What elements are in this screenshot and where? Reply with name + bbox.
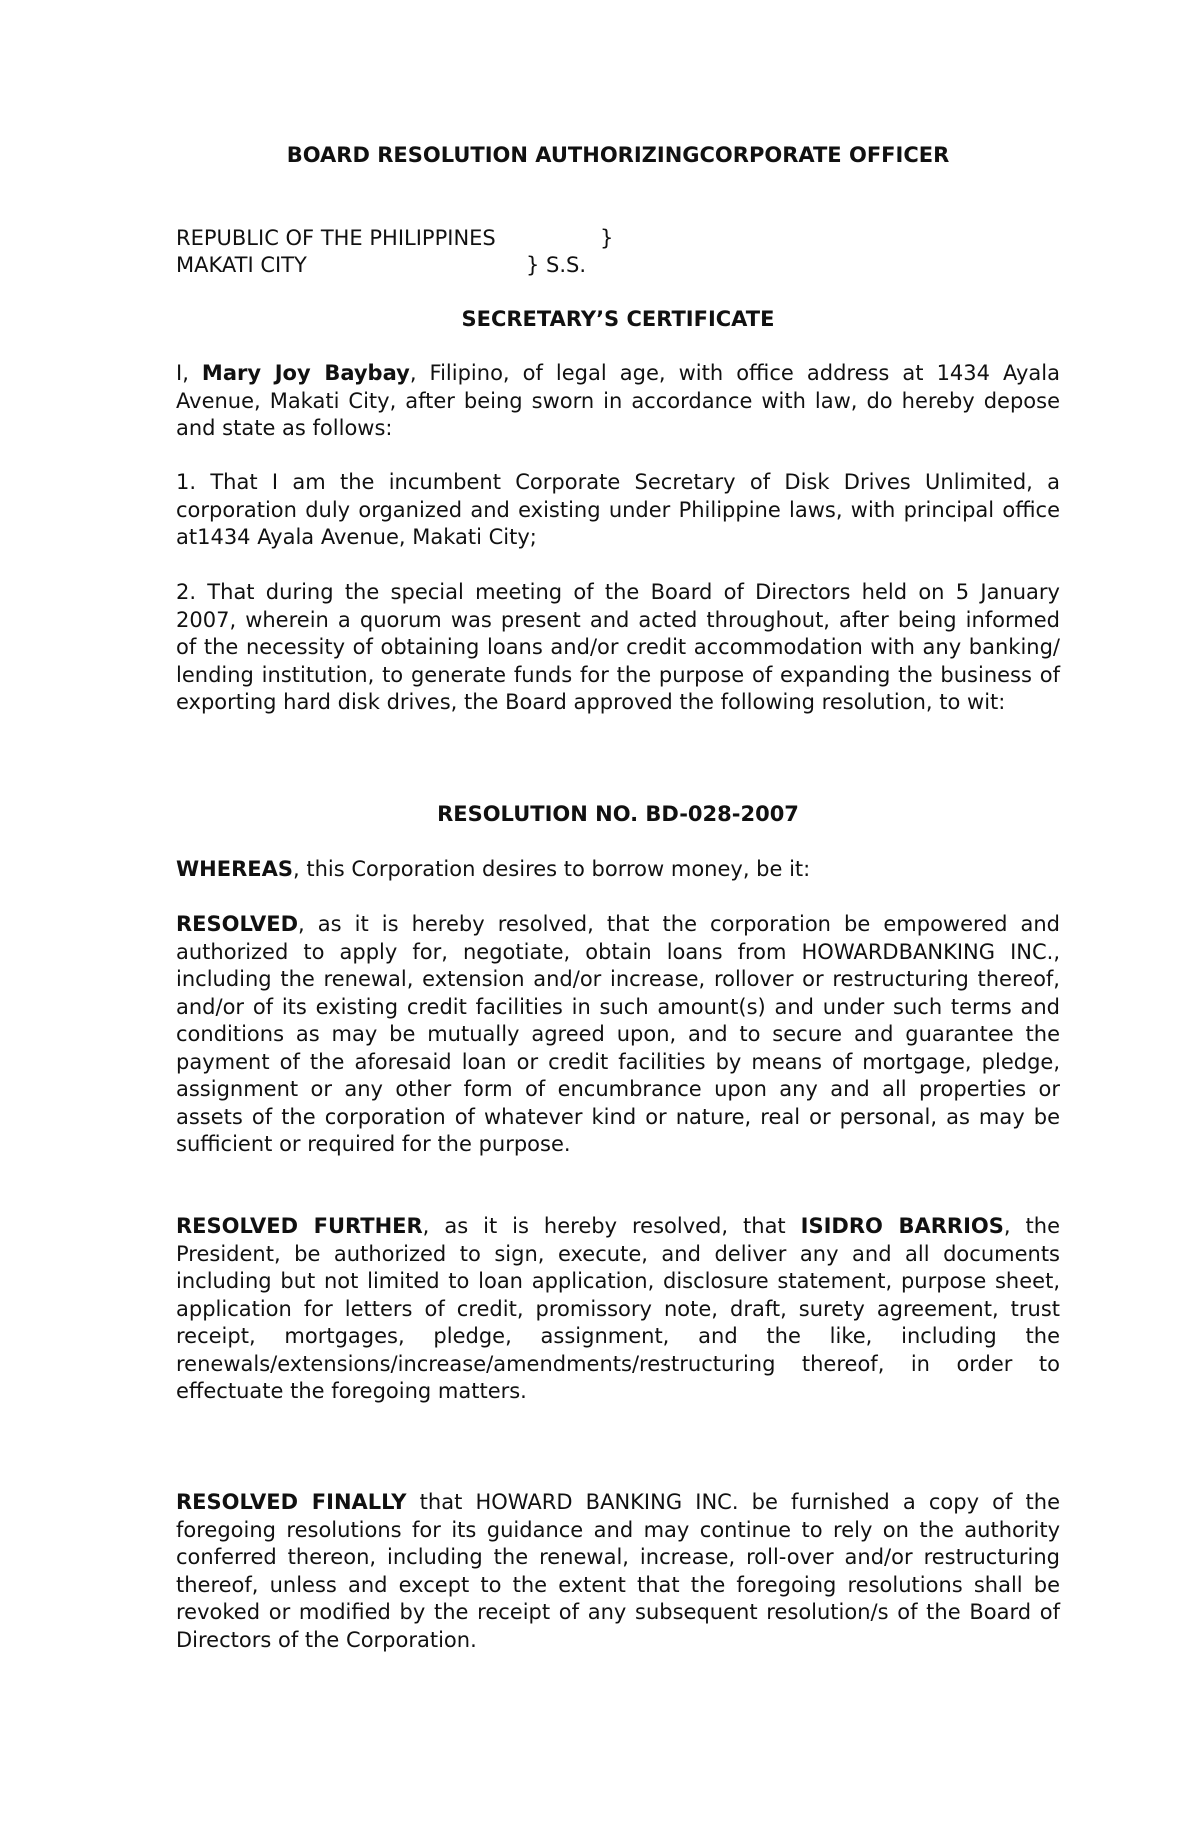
venue-line-city xyxy=(176,252,676,279)
resolved-clause xyxy=(176,911,1060,1159)
document-page xyxy=(176,0,1060,1835)
intro-text: , Filipino, of legal age, with office address at 1434 Ayala Avenue, Makati City, after being sworn in accordance with law, do hereby depose and state as follows: xyxy=(176,361,1061,440)
affiant-intro-paragraph xyxy=(176,360,1060,443)
officer-name: ISIDRO BARRIOS xyxy=(800,1214,1004,1238)
resolved-further-clause xyxy=(176,1213,1060,1406)
whereas-text: , this Corporation desires to borrow money, be it: xyxy=(292,857,811,881)
resolved-further-text-2: , the President, be authorized to sign, execute, and deliver any and all documents including but not limited to loan application, disclosure statement, purpose sheet, application for letters of credit, promissory note, draft, surety agreement, trust receipt, mortgages, pledge, assignment, and the like, including the renewals/extensions/increase/amendments/restructuring thereof, in order to effectuate the foregoing matters. xyxy=(176,1214,1060,1403)
venue-city-text: MAKATI CITY xyxy=(176,253,307,277)
venue-line-republic xyxy=(176,225,676,252)
resolved-finally-clause xyxy=(176,1489,1060,1654)
resolved-finally-text: that HOWARD BANKING INC. be furnished a copy of the foregoing resolutions for its guidance and may continue to rely on the authority conferred thereon, including the renewal, increase, roll-over and/or restructuring thereof, unless and except to the extent that the foregoing resolutions shall be revoked or modified by the receipt of any subsequent resolution/s of the Board of Directors of the Corporation. xyxy=(176,1490,1061,1652)
resolved-label: RESOLVED xyxy=(176,912,299,936)
intro-prefix: I, xyxy=(176,361,202,385)
venue-brace-1: } xyxy=(600,226,614,250)
affiant-name: Mary Joy Baybay xyxy=(201,361,410,385)
resolved-further-text-1: , as it is hereby resolved, that xyxy=(422,1214,801,1238)
venue-brace-ss: } S.S. xyxy=(526,253,587,277)
item-1-paragraph: 1. That I am the incumbent Corporate Secretary of Disk Drives Unlimited, a corporation duly organized and existing under Philippine laws, with principal office at1434 Ayala Avenue, Makati City; xyxy=(176,470,1060,549)
certificate-heading: SECRETARY’S CERTIFICATE xyxy=(461,307,775,331)
document-title: BOARD RESOLUTION AUTHORIZINGCORPORATE OFFICER xyxy=(286,143,950,167)
item-2-paragraph: 2. That during the special meeting of the Board of Directors held on 5 January 2007, wherein a quorum was present and acted throughout, after being informed of the necessity of obtaining loans and/or credit accommodation with any banking/ lending institution, to generate funds for the purpose of expanding the business of exporting hard disk drives, the Board approved the following resolution, to wit: xyxy=(176,580,1060,714)
venue-republic-text: REPUBLIC OF THE PHILIPPINES xyxy=(176,226,496,250)
whereas-label: WHEREAS xyxy=(176,857,293,881)
resolved-finally-label: RESOLVED FINALLY xyxy=(176,1490,407,1514)
resolved-further-label: RESOLVED FURTHER xyxy=(176,1214,423,1238)
venue-block xyxy=(176,225,676,279)
resolution-heading: RESOLUTION NO. BD-028-2007 xyxy=(437,802,799,826)
whereas-clause xyxy=(176,856,1060,884)
resolved-text: , as it is hereby resolved, that the corporation be empowered and authorized to apply for, negotiate, obtain loans from HOWARDBANKING INC., including the renewal, extension and/or increase, rollover or restructuring thereof, and/or of its existing credit facilities in such amount(s) and under such terms and conditions as may be mutually agreed upon, and to secure and guarantee the payment of the aforesaid loan or credit facilities by means of mortgage, pledge, assignment or any other form of encumbrance upon any and all properties or assets of the corporation of whatever kind or nature, real or personal, as may be sufficient or required for the purpose. xyxy=(176,912,1060,1156)
